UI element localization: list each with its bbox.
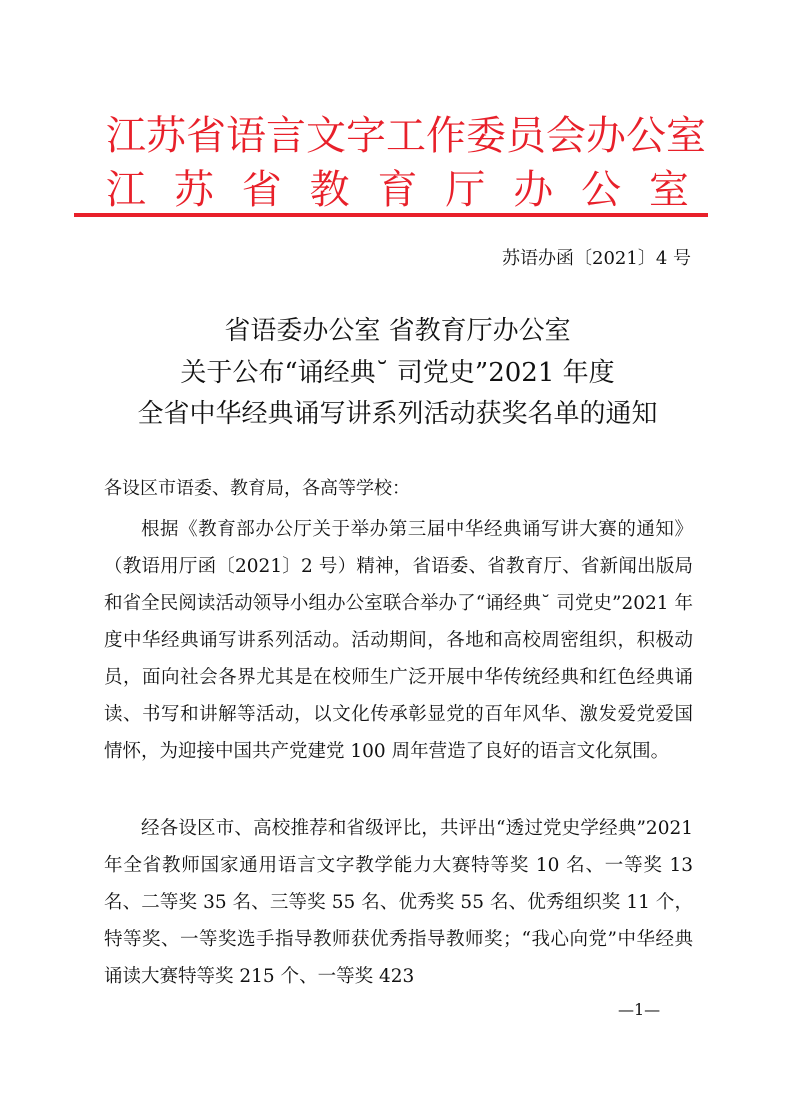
header-char: 言 <box>266 113 306 159</box>
salutation: 各设区市语委、教育局，各高等学校： <box>104 478 410 499</box>
header-char: 工 <box>386 113 426 159</box>
header-char: 公 <box>581 167 622 213</box>
header-char: 公 <box>626 113 666 159</box>
header-char: 文 <box>306 113 346 159</box>
document-number: 苏语办函〔2021〕4 号 <box>502 248 691 269</box>
header-char: 江 <box>106 167 146 213</box>
header-char: 江 <box>106 113 146 159</box>
header-char: 办 <box>513 167 554 213</box>
body-paragraph: 根据《教育部办公厅关于举办第三届中华经典诵写讲大赛的通知》（教语用厅函〔2021〕2 号）精神，省语委、省教育厅、省新闻出版局和省全民阅读活动领导小组办公室联合举办了“诵经典˘ 司党史”2021 年度中华经典诵写讲系列活动。活动期间，各地和高校周密组织，积极动员，面向社会各界尤其是在校师生广泛开展中华传统经典和红色经典诵读、书写和讲解等活动，以文化传承彰显党的百年风华、激发爱党爱国情怀，为迎接中国共产党建党 100 周年营造了良好的语言文化氛围。 <box>104 519 693 762</box>
title-line-2: 关于公布“诵经典˘ 司党史”2021 年度 <box>180 358 615 388</box>
header-char: 语 <box>226 113 266 159</box>
header-char: 厅 <box>445 167 486 213</box>
header-char: 员 <box>506 113 546 159</box>
header-char: 室 <box>666 113 706 159</box>
header-char: 室 <box>649 167 689 213</box>
page-number: —1— <box>618 1000 661 1019</box>
header-char: 育 <box>377 167 418 213</box>
header-char: 会 <box>546 113 586 159</box>
issuer-header-line-2 <box>106 167 689 213</box>
title-line-1: 省语委办公室 省教育厅办公室 <box>224 316 571 346</box>
header-char: 委 <box>466 113 506 159</box>
header-char: 苏 <box>173 167 214 213</box>
header-char: 作 <box>426 113 466 159</box>
red-divider <box>74 213 708 217</box>
issuer-header-line-1 <box>106 113 706 159</box>
header-char: 教 <box>309 167 350 213</box>
title-line-3: 全省中华经典诵写讲系列活动获奖名单的通知 <box>137 399 658 429</box>
body-paragraph: 经各设区市、高校推荐和省级评比，共评出“透过党史学经典”2021 年全省教师国家通用语言文字教学能力大赛特等奖 10 名、一等奖 13 名、二等奖 35 名、三等奖 55 名、优秀奖 55 名、优秀组织奖 11 个，特等奖、一等奖选手指导教师获优秀指导教师奖；“我心向党”中华经典诵读大赛特等奖 215 个、一等奖 423 <box>104 818 693 987</box>
header-char: 字 <box>346 113 386 159</box>
header-char: 苏 <box>146 113 186 159</box>
header-char: 省 <box>241 167 282 213</box>
header-char: 办 <box>586 113 626 159</box>
header-char: 省 <box>186 113 226 159</box>
